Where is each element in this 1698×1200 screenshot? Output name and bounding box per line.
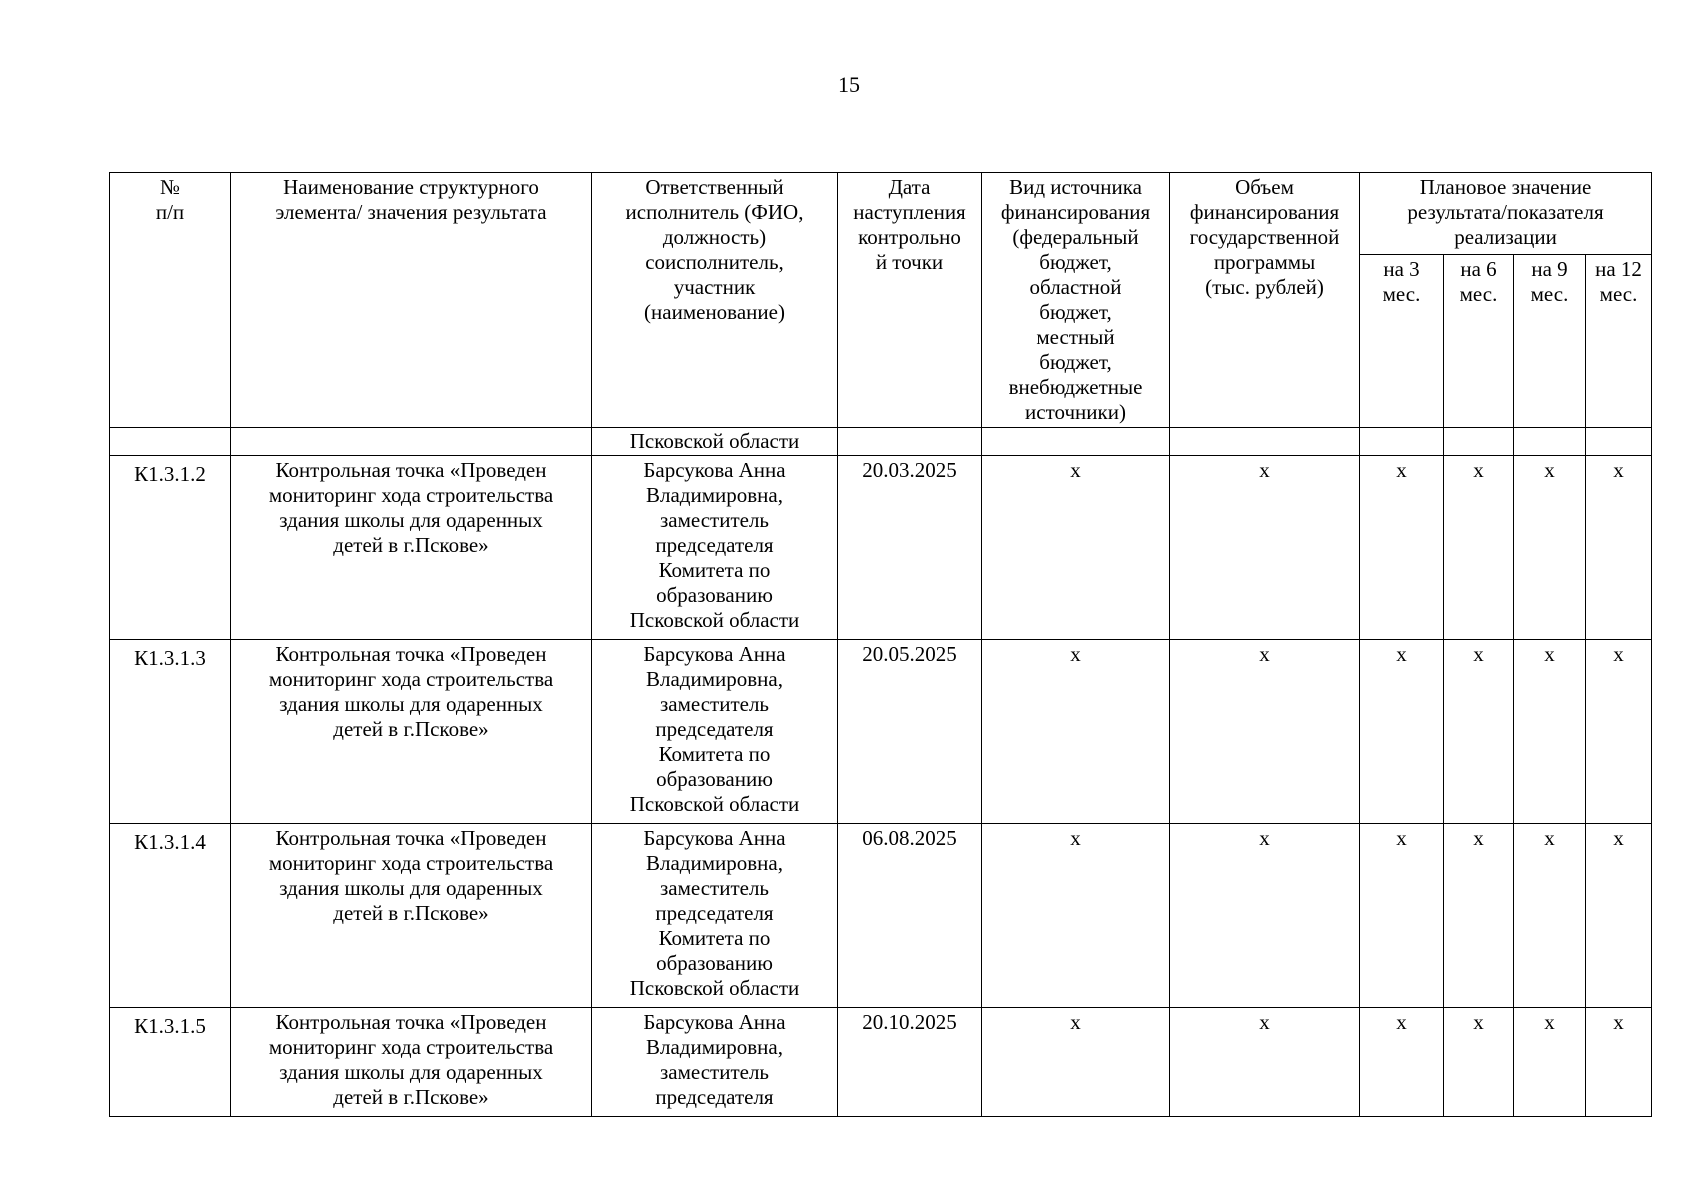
- header-funding-volume: [1170, 173, 1360, 428]
- row-element-name: [231, 456, 592, 640]
- cell-text-line: Комитета по: [658, 742, 771, 766]
- row-funding-source: х: [982, 456, 1170, 640]
- cell-text-line: заместитель: [659, 508, 770, 532]
- cell-text-line: должность): [662, 225, 767, 249]
- cell-text-line: заместитель: [659, 692, 770, 716]
- cell-text-line: программы: [1213, 250, 1316, 274]
- row-funding-volume: х: [1170, 824, 1360, 1008]
- cell-text-line: контрольно: [858, 225, 961, 249]
- table-row: [110, 456, 1652, 640]
- cell-text-line: образованию: [656, 951, 773, 975]
- row-date: 20.03.2025: [838, 456, 982, 640]
- cell-text-line: й точки: [875, 250, 944, 274]
- header-12-months: [1586, 254, 1652, 427]
- table-cell: [1514, 428, 1586, 456]
- cell-text-line: Контрольная точка «Проведен: [275, 1010, 547, 1034]
- cell-text-line: Дата: [888, 175, 931, 199]
- cell-text-line: реализации: [1454, 225, 1557, 249]
- cell-text-line: бюджет,: [1039, 250, 1112, 274]
- table-cell: [1360, 428, 1444, 456]
- header-6-months: [1444, 254, 1514, 427]
- cell-text-line: председателя: [655, 901, 774, 925]
- cell-text-line: областной: [1029, 275, 1122, 299]
- header-element-name: [231, 173, 592, 428]
- cell-text-line: №: [159, 175, 181, 199]
- cell-text-line: соисполнитель,: [645, 250, 784, 274]
- cell-text-line: (тыс. рублей): [1205, 275, 1324, 299]
- table-cell: [110, 428, 231, 456]
- row-funding-source: х: [982, 640, 1170, 824]
- cell-text-line: Барсукова Анна: [643, 458, 786, 482]
- row-element-name: [231, 824, 592, 1008]
- cell-text-line: внебюджетные: [1008, 375, 1143, 399]
- cell-text-line: детей в г.Пскове»: [333, 533, 489, 557]
- cell-text-line: Контрольная точка «Проведен: [275, 826, 547, 850]
- row-code: К1.3.1.4: [110, 824, 231, 1008]
- cell-text-line: результата/показателя: [1407, 200, 1604, 224]
- cell-text-line: на 9: [1531, 256, 1568, 281]
- row-responsible: [592, 824, 838, 1008]
- table-cell: [982, 428, 1170, 456]
- cell-text-line: мес.: [1530, 281, 1569, 306]
- table-row: [110, 640, 1652, 824]
- row-3-months: х: [1360, 456, 1444, 640]
- cell-text-line: мес.: [1599, 281, 1638, 306]
- cell-text-line: Владимировна,: [646, 1035, 783, 1059]
- cell-text-line: Псковской области: [629, 608, 800, 632]
- header-funding-source: [982, 173, 1170, 428]
- cell-text-line: бюджет,: [1039, 300, 1112, 324]
- row-responsible: [592, 456, 838, 640]
- row-6-months: х: [1444, 1008, 1514, 1117]
- cell-text-line: на 12: [1595, 256, 1642, 281]
- row-6-months: х: [1444, 640, 1514, 824]
- cell-text-line: заместитель: [659, 1060, 770, 1084]
- row-12-months: х: [1586, 1008, 1652, 1117]
- row-funding-volume: х: [1170, 456, 1360, 640]
- row-date: 20.05.2025: [838, 640, 982, 824]
- cell-text-line: Наименование структурного: [283, 175, 539, 199]
- cell-text-line: Псковской области: [629, 792, 800, 816]
- cell-text-line: Плановое значение: [1419, 175, 1592, 199]
- row-12-months: х: [1586, 640, 1652, 824]
- row-date: 06.08.2025: [838, 824, 982, 1008]
- row-3-months: х: [1360, 1008, 1444, 1117]
- cell-text-line: детей в г.Пскове»: [333, 1085, 489, 1109]
- cell-text-line: Комитета по: [658, 926, 771, 950]
- cell-text-line: образованию: [656, 767, 773, 791]
- cell-text-line: на 3: [1383, 256, 1420, 281]
- cell-text-line: мониторинг хода строительства: [268, 483, 554, 507]
- row-funding-volume: х: [1170, 1008, 1360, 1117]
- page-number: 15: [838, 72, 860, 97]
- table-cell-responsible: Псковской области: [592, 428, 838, 456]
- cell-text-line: п/п: [155, 200, 185, 224]
- cell-text-line: мес.: [1382, 281, 1421, 306]
- row-date: 20.10.2025: [838, 1008, 982, 1117]
- cell-text-line: финансирования: [1189, 200, 1340, 224]
- cell-text-line: государственной: [1189, 225, 1340, 249]
- cell-text-line: Барсукова Анна: [643, 642, 786, 666]
- cell-text-line: (наименование): [644, 300, 785, 324]
- cell-text-line: Владимировна,: [646, 483, 783, 507]
- cell-text-line: Псковской области: [629, 976, 800, 1000]
- cell-text-line: Ответственный: [645, 175, 784, 199]
- row-element-name: [231, 1008, 592, 1117]
- cell-text-line: председателя: [655, 1085, 774, 1109]
- cell-text-line: мес.: [1459, 281, 1498, 306]
- row-responsible: [592, 1008, 838, 1117]
- header-responsible: [592, 173, 838, 428]
- cell-text-line: источники): [1025, 400, 1126, 424]
- cell-text-line: детей в г.Пскове»: [333, 717, 489, 741]
- row-element-name: [231, 640, 592, 824]
- cell-text-line: образованию: [656, 583, 773, 607]
- row-12-months: х: [1586, 456, 1652, 640]
- row-funding-source: х: [982, 824, 1170, 1008]
- row-6-months: х: [1444, 456, 1514, 640]
- cell-text-line: Вид источника: [1009, 175, 1142, 199]
- header-date: [838, 173, 982, 428]
- cell-text-line: Контрольная точка «Проведен: [275, 642, 547, 666]
- cell-text-line: финансирования: [1000, 200, 1151, 224]
- cell-text-line: здания школы для одаренных: [279, 508, 543, 532]
- cell-text-line: здания школы для одаренных: [279, 692, 543, 716]
- cell-text-line: участник: [673, 275, 756, 299]
- cell-text-line: детей в г.Пскове»: [333, 901, 489, 925]
- row-responsible: [592, 640, 838, 824]
- cell-text-line: Контрольная точка «Проведен: [275, 458, 547, 482]
- cell-text-line: здания школы для одаренных: [279, 1060, 543, 1084]
- cell-text-line: (федеральный: [1012, 225, 1139, 249]
- table-row: [110, 824, 1652, 1008]
- table-cell: [1444, 428, 1514, 456]
- header-number: [110, 173, 231, 428]
- header-9-months: [1514, 254, 1586, 427]
- cell-text-line: Объем: [1235, 175, 1294, 199]
- cell-text-line: мониторинг хода строительства: [268, 851, 554, 875]
- cell-text-line: исполнитель (ФИО,: [625, 200, 804, 224]
- row-code: К1.3.1.5: [110, 1008, 231, 1117]
- row-9-months: х: [1514, 824, 1586, 1008]
- cell-text-line: председателя: [655, 533, 774, 557]
- table-cell: [1170, 428, 1360, 456]
- row-12-months: х: [1586, 824, 1652, 1008]
- cell-text-line: Барсукова Анна: [643, 826, 786, 850]
- table-row: [110, 1008, 1652, 1117]
- table-cell: [1586, 428, 1652, 456]
- row-funding-volume: х: [1170, 640, 1360, 824]
- row-3-months: х: [1360, 640, 1444, 824]
- cell-text-line: Владимировна,: [646, 667, 783, 691]
- cell-text-line: Барсукова Анна: [643, 1010, 786, 1034]
- cell-text-line: Владимировна,: [646, 851, 783, 875]
- continuation-row: [110, 428, 1652, 456]
- cell-text-line: местный: [1036, 325, 1115, 349]
- row-3-months: х: [1360, 824, 1444, 1008]
- row-9-months: х: [1514, 640, 1586, 824]
- header-3-months: [1360, 254, 1444, 427]
- cell-text-line: мониторинг хода строительства: [268, 667, 554, 691]
- table-header-row: [110, 173, 1652, 255]
- table-cell: [231, 428, 592, 456]
- cell-text-line: элемента/ значения результата: [275, 200, 547, 224]
- cell-text-line: бюджет,: [1039, 350, 1112, 374]
- cell-text-line: председателя: [655, 717, 774, 741]
- cell-text-line: наступления: [853, 200, 966, 224]
- cell-text-line: Комитета по: [658, 558, 771, 582]
- table-cell: [838, 428, 982, 456]
- cell-text-line: на 6: [1460, 256, 1497, 281]
- row-funding-source: х: [982, 1008, 1170, 1117]
- cell-text-line: мониторинг хода строительства: [268, 1035, 554, 1059]
- row-code: К1.3.1.3: [110, 640, 231, 824]
- header-planned-value: [1360, 173, 1652, 255]
- row-9-months: х: [1514, 456, 1586, 640]
- cell-text-line: здания школы для одаренных: [279, 876, 543, 900]
- row-6-months: х: [1444, 824, 1514, 1008]
- row-code: К1.3.1.2: [110, 456, 231, 640]
- row-9-months: х: [1514, 1008, 1586, 1117]
- cell-text-line: заместитель: [659, 876, 770, 900]
- control-points-table: [109, 172, 1652, 1117]
